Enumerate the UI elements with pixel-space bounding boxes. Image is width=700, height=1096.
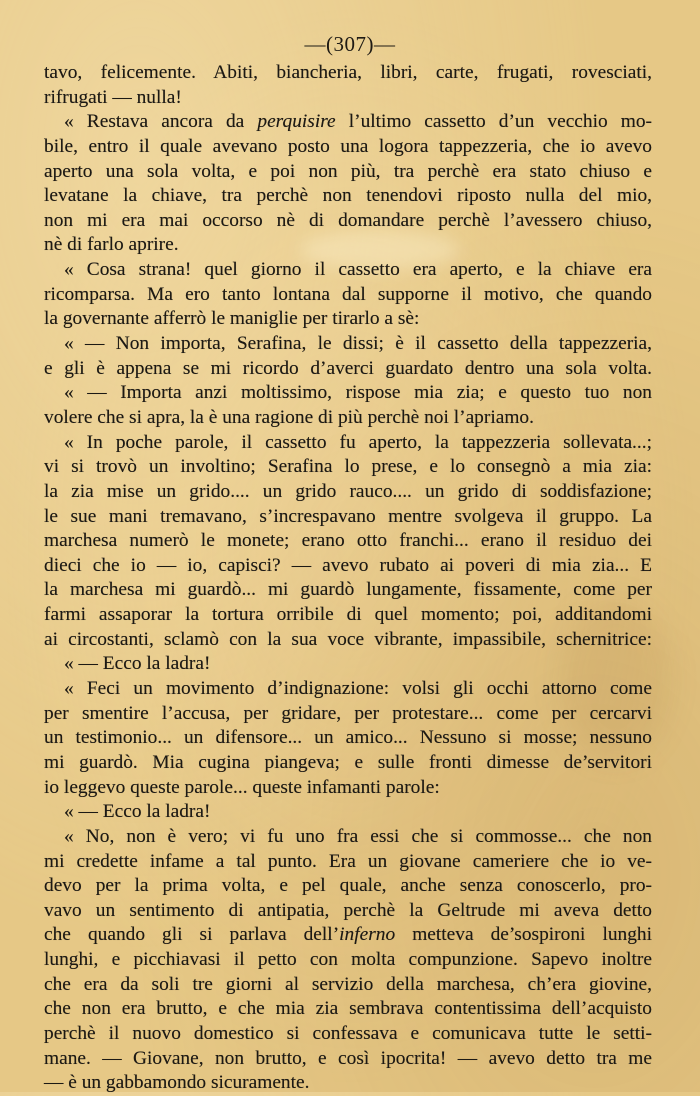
text-line: devo per la prima volta, e pel quale, anche senza conoscerlo, pro- bbox=[44, 875, 652, 897]
text-line: la zia mise un grido.... un grido rauco.... un grido di soddisfazione; bbox=[44, 480, 652, 502]
text-line: tavo, felicemente. Abiti, biancheria, libri, carte, frugati, rovesciati, bbox=[44, 62, 652, 83]
text-line: perchè il nuovo domestico si confessava e comunicava tutte le setti- bbox=[44, 1022, 652, 1044]
text-line: le sue mani tremavano, s’increspavano mentre svolgeva il gruppo. La bbox=[44, 505, 652, 527]
text-line: vi si trovò un involtino; Serafina lo prese, e lo consegnò a mia zia: bbox=[44, 456, 652, 478]
text-line: bile, entro il quale avevano posto una logora tappezzeria, che io avevo bbox=[44, 135, 652, 157]
text-line: nè di farlo aprire. bbox=[44, 234, 179, 256]
text-line: farmi assaporar la tortura orribile di quel momento; poi, additandomi bbox=[44, 604, 652, 626]
text-line: levatane la chiave, tra perchè non tenendovi riposto nulla del mio, bbox=[44, 185, 652, 207]
text-line: dieci che io — io, capisci? — avevo rubato ai poveri di mia zia... E bbox=[44, 554, 652, 576]
text-line: e gli è appena se mi ricordo d’averci guardato dentro una sola volta. bbox=[44, 357, 652, 379]
text-line: « — Non importa, Serafina, le dissi; è il cassetto della tappezzeria, bbox=[64, 333, 652, 355]
text-line: la marchesa mi guardò... mi guardò lungamente, fissamente, come per bbox=[44, 579, 652, 601]
text-line: « Feci un movimento d’indignazione: volsi gli occhi attorno come bbox=[64, 678, 652, 700]
text-line: « Restava ancora da perquisire l’ultimo cassetto d’un vecchio mo- bbox=[64, 111, 652, 133]
page-text bbox=[44, 61, 652, 1096]
text-line: — è un gabbamondo sicuramente. bbox=[44, 1072, 310, 1094]
text-line: mi guardò. Mia cugina piangeva; e sulle fronti dimesse de’servitori bbox=[44, 751, 652, 773]
text-line: lunghi, e picchiavasi il petto con molta compunzione. Sapevo inoltre bbox=[44, 949, 652, 971]
page-number: —(307)— bbox=[304, 32, 396, 56]
text-line: mi credette infame a tal punto. Era un giovane cameriere che io ve- bbox=[44, 850, 652, 872]
text-line: ai circostanti, sclamò con la sua voce vibrante, impassibile, schernitrice: bbox=[44, 628, 652, 650]
text-line: un testimonio... un difensore... un amico... Nessuno si mosse; nessuno bbox=[44, 727, 652, 749]
text-line: mane. — Giovane, non brutto, e così ipocrita! — avevo detto tra me bbox=[44, 1047, 652, 1069]
text-line: non mi era mai occorso nè di domandare perchè l’avessero chiuso, bbox=[44, 209, 652, 231]
text-line: vavo un sentimento di antipatia, perchè la Geltrude mi aveva detto bbox=[44, 899, 652, 921]
text-line: ricomparsa. Ma ero tanto lontana dal supporne il motivo, che quando bbox=[44, 283, 652, 305]
text-line: che non era brutto, e che mia zia sembrava contentissima dell’acquisto bbox=[44, 998, 652, 1020]
text-line: rifrugati — nulla! bbox=[44, 86, 182, 108]
text-line: per smentire l’accusa, per gridare, per protestare... come per cercarvi bbox=[44, 702, 652, 724]
text-line: volere che si apra, la è una ragione di più perchè noi l’apriamo. bbox=[44, 406, 534, 428]
text-line: « In poche parole, il cassetto fu aperto, la tappezzeria sollevata...; bbox=[64, 431, 652, 453]
text-line: « — Ecco la ladra! bbox=[64, 653, 211, 675]
text-line: la governante afferrò le maniglie per tirarlo a sè: bbox=[44, 308, 420, 330]
text-line: « No, non è vero; vi fu uno fra essi che si commosse... che non bbox=[64, 825, 652, 847]
text-line: « Cosa strana! quel giorno il cassetto era aperto, e la chiave era bbox=[64, 259, 652, 281]
text-line: che quando gli si parlava dell’inferno metteva de’sospironi lunghi bbox=[44, 924, 652, 946]
text-line: aperto una sola volta, e poi non più, tra perchè era stato chiuso e bbox=[44, 160, 652, 182]
text-line: « — Ecco la ladra! bbox=[64, 801, 211, 823]
text-line: « — Importa anzi moltissimo, rispose mia zia; e questo tuo non bbox=[64, 382, 652, 404]
text-line: io leggevo queste parole... queste infamanti parole: bbox=[44, 776, 440, 798]
text-line: che era da soli tre giorni al servizio della marchesa, ch’era giovine, bbox=[44, 973, 652, 995]
text-line: marchesa numerò le monete; erano otto franchi... erano il residuo dei bbox=[44, 530, 652, 552]
